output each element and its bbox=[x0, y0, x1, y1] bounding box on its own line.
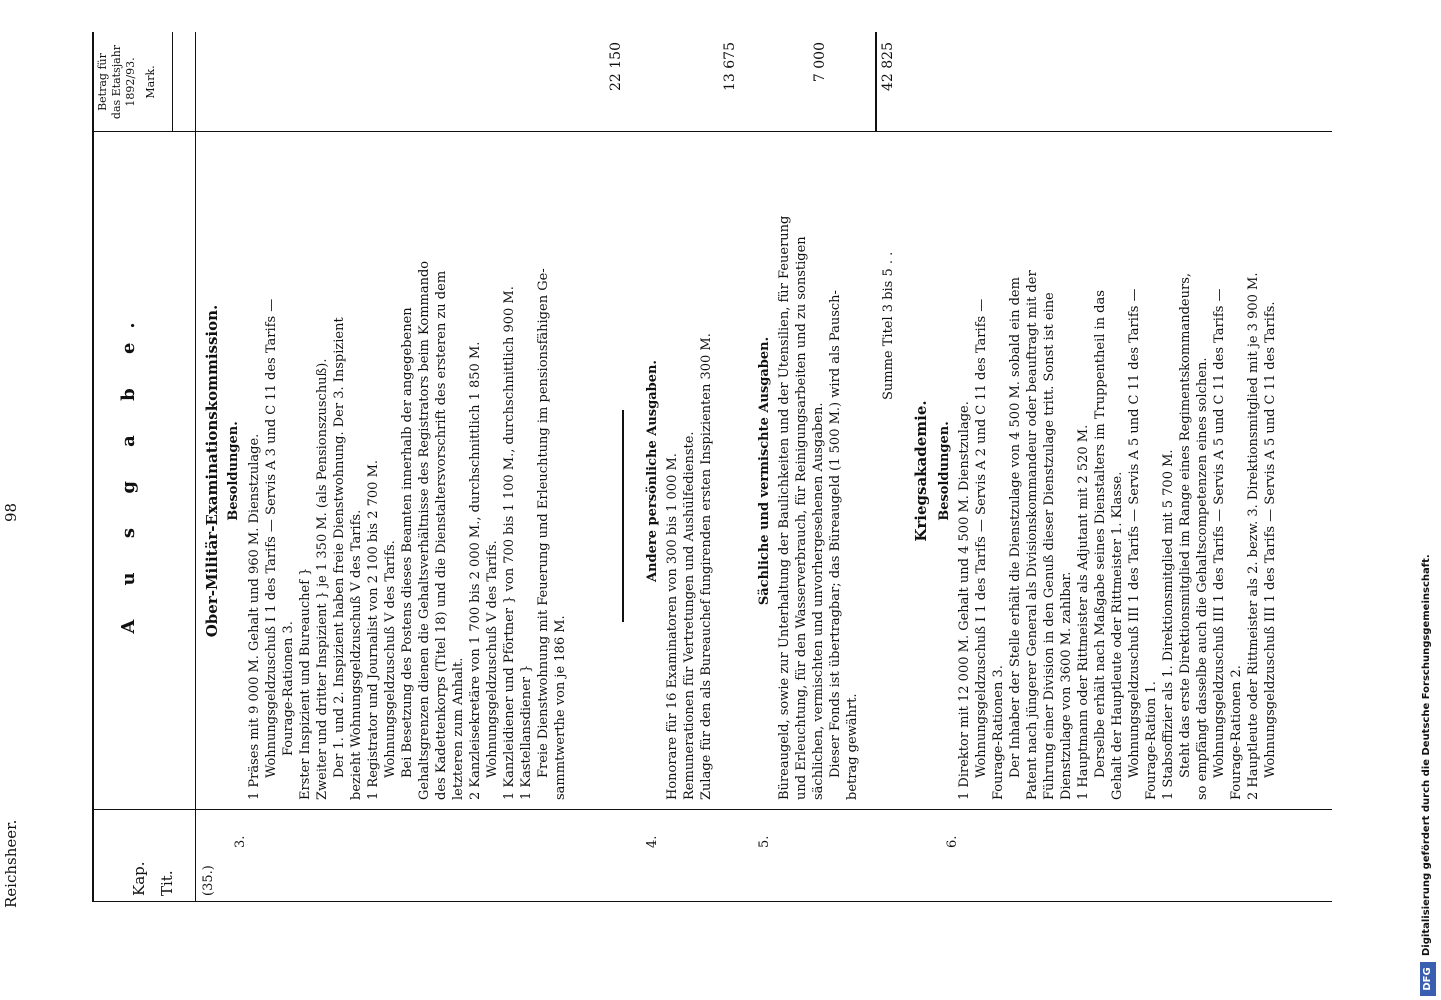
tit-number: 4. bbox=[645, 835, 660, 848]
text-line: Wohnungsgeldzuschuß I 1 des Tarifs — Servis A 3 und C 11 des Tarifs — bbox=[264, 298, 279, 778]
section-heading: Kriegsakademie. bbox=[912, 400, 930, 542]
text-line: Patent nach jüngerer General als Divisionskommandeur oder beauftragt mit der bbox=[1025, 270, 1040, 800]
text-line: Freie Dienstwohnung mit Feuerung und Erleuchtung im pensionsfähigen Ge- bbox=[536, 268, 551, 778]
text-line: 1 Kanzleidiener und Pförtner } von 700 bis 1 100 M., durchschnittlich 900 M. bbox=[502, 286, 517, 800]
text-line: Erster Inspizient und Bureauchef } bbox=[298, 567, 313, 800]
tit3-end-rule bbox=[622, 410, 624, 622]
kap-number: (35.) bbox=[201, 865, 216, 896]
text-line: Fourage-Rationen 3. bbox=[281, 621, 296, 756]
text-line: Bei Besetzung des Postens dieses Beamten innerhalb der angegebenen bbox=[400, 307, 415, 778]
text-line: 1 Stabsoffizier als 1. Direktionsmitglied mit 5 700 M. bbox=[1161, 449, 1176, 800]
tit-column-rule bbox=[92, 809, 1332, 810]
text-line: Wohnungsgeldzuschuß III 1 des Tarifs — Servis A 5 und C 11 des Tarifs — bbox=[1127, 288, 1142, 778]
tit5-amount: 7 000 bbox=[812, 42, 828, 83]
text-line: 2 Kanzleisekretäre von 1 700 bis 2 000 M., durchschnittlich 1 850 M. bbox=[468, 341, 483, 800]
text-line: 2 Hauptleute oder Rittmeister als 2. bezw. 3. Direktionsmitglied mit je 3 900 M. bbox=[1246, 272, 1261, 800]
tit4-text-block bbox=[664, 140, 715, 800]
section-heading: Ober-Militär-Examinationskommission. bbox=[203, 304, 221, 638]
text-line: Fourage-Ration 1. bbox=[1144, 681, 1159, 800]
amount-header-rule bbox=[172, 32, 173, 132]
text-line: letzteren zum Anhalt. bbox=[451, 657, 466, 800]
text-line: bezieht Wohnungsgeldzuschuß V des Tarifs. bbox=[349, 509, 364, 800]
text-line: Wohnungsgeldzuschuß I 1 des Tarifs — Servis A 2 und C 11 des Tarifs — bbox=[974, 298, 989, 778]
text-line: sächlichen, vermischten und unvorhergesehenen Ausgaben. bbox=[811, 402, 826, 800]
digitization-strip bbox=[1418, 6, 1438, 996]
text-line: Remunerationen für Vertretungen und Aushülfedienste. bbox=[682, 431, 697, 800]
text-line: Der Inhaber der Stelle erhält die Dienstzulage von 4 500 M. sobald ein dem bbox=[1008, 277, 1023, 778]
dfg-logo-icon: DFG bbox=[1420, 962, 1436, 996]
page-title bbox=[118, 132, 139, 810]
subheading: Andere persönliche Ausgaben. bbox=[645, 360, 660, 582]
amount-header-line: Betrag für bbox=[96, 53, 109, 111]
tit-number: 3. bbox=[233, 835, 248, 848]
tit3-amount: 22 150 bbox=[608, 42, 624, 91]
text-line: Honorare für 16 Examinatoren von 300 bis 1 000 M. bbox=[665, 453, 680, 800]
amount-column-rule bbox=[92, 131, 1332, 132]
digitization-strip-inner bbox=[1418, 6, 1438, 996]
tit4-amount: 13 675 bbox=[722, 42, 738, 91]
tit-number: 6. bbox=[945, 835, 960, 848]
digitization-note: Digitalisierung gefördert durch die Deutsche Forschungsgemeinschaft. bbox=[1421, 554, 1432, 956]
header-bottom-rule bbox=[195, 32, 196, 902]
text-line: Derselbe erhält nach Maßgabe seines Dienstalters im Truppentheil in das bbox=[1093, 290, 1108, 778]
text-line: Zulage für den als Bureauchef fungirenden ersten Inspizienten 300 M. bbox=[699, 333, 714, 800]
text-line: Büreaugeld, sowie zur Unterhaltung der Baulichkeiten und der Utensilien, für Feuerung bbox=[777, 215, 792, 800]
tit3-text-block bbox=[246, 140, 569, 800]
text-line: Dieser Fonds ist übertragbar; das Büreaugeld (1 500 M.) wird als Pausch- bbox=[828, 290, 843, 778]
sum-rule bbox=[875, 32, 877, 132]
amount-header-line: das Etatsjahr bbox=[110, 44, 123, 120]
text-line: und Erleuchtung, für den Wasserverbrauch, für Reinigungsarbeiten und zu sonstigen bbox=[794, 236, 809, 800]
text-line: Dienstzulage von 3600 M. zahlbar. bbox=[1059, 571, 1074, 800]
text-line: Wohnungsgeldzuschuß V des Tarifs. bbox=[383, 540, 398, 778]
text-line: Zweiter und dritter Inspizient } je 1 350 M. (als Pensionszuschuß). bbox=[315, 358, 330, 800]
text-line: Fourage-Rationen 3. bbox=[991, 665, 1006, 800]
column-header-kap: Kap. bbox=[130, 861, 148, 896]
text-line: 1 Registrator und Journalist von 2 100 bis 2 700 M. bbox=[366, 459, 381, 800]
subheading: Sächliche und vermischte Ausgaben. bbox=[757, 336, 772, 606]
text-line: so empfängt dasselbe auch die Gehaltscompetenzen eines solchen. bbox=[1195, 357, 1210, 800]
text-line: Wohnungsgeldzuschuß III 1 des Tarifs — Servis A 5 und C 11 des Tarifs — bbox=[1212, 288, 1227, 778]
subheading: Besoldungen. bbox=[937, 421, 952, 521]
text-line: betrag gewährt. bbox=[845, 693, 860, 800]
page-title-text: A u s g a b e. bbox=[118, 308, 139, 634]
amount-header-line: 1892/93. bbox=[124, 57, 137, 107]
text-line: 1 Direktor mit 12 000 M. Gehalt und 4 500 M. Dienstzulage. bbox=[957, 401, 972, 800]
text-line: 1 Kastellansdiener } bbox=[519, 664, 534, 800]
running-head: Reichsheer. bbox=[2, 819, 20, 908]
text-line: 1 Hauptmann oder Rittmeister als Adjutant mit 2 520 M. bbox=[1076, 424, 1091, 800]
text-line: des Kadettenkorps (Titel 18) und die Dienstaltersvorschrift des ersteren zu dem bbox=[434, 270, 449, 800]
page-number: 98 bbox=[2, 502, 20, 522]
sum-amount: 42 825 bbox=[880, 42, 896, 91]
tit-number: 5. bbox=[757, 835, 772, 848]
text-line: Wohnungsgeldzuschuß V des Tarifs. bbox=[485, 540, 500, 778]
tit6-text-block bbox=[956, 140, 1279, 800]
column-header-amount bbox=[96, 34, 158, 130]
tit5-text-block bbox=[776, 140, 861, 800]
sum-label: Summe Titel 3 bis 5 . . bbox=[881, 251, 896, 400]
text-line: Der 1. und 2. Inspizient haben freie Dienstwohnung. Der 3. Inspizient bbox=[332, 317, 347, 778]
text-line: Gehalt der Hauptleute oder Rittmeister 1. Klasse. bbox=[1110, 471, 1125, 800]
text-line: Fourage-Rationen 2. bbox=[1229, 665, 1244, 800]
column-header-tit: Tit. bbox=[158, 870, 176, 896]
text-line: 1 Präses mit 9 000 M. Gehalt und 960 M. Dienstzulage. bbox=[247, 433, 262, 800]
text-line: Steht das erste Direktionsmitglied im Range eines Regimentskommandeurs, bbox=[1178, 272, 1193, 778]
kap-column-rule bbox=[92, 901, 1332, 902]
amount-header-line: Mark. bbox=[144, 65, 157, 99]
subheading: Besoldungen. bbox=[226, 421, 241, 521]
text-line: Führung einer Division in den Genuß dieser Dienstzulage tritt. Sonst ist eine bbox=[1042, 292, 1057, 800]
table-top-rule bbox=[92, 32, 94, 902]
text-line: sammtwerthe von je 186 M. bbox=[553, 615, 568, 800]
text-line: Wohnungsgeldzuschuß III 1 des Tarifs — Servis A 5 und C 11 des Tarifs. bbox=[1263, 301, 1278, 778]
text-line: Gehaltsgrenzen dienen die Gehaltsverhältnisse des Registrators beim Kommando bbox=[417, 260, 432, 800]
